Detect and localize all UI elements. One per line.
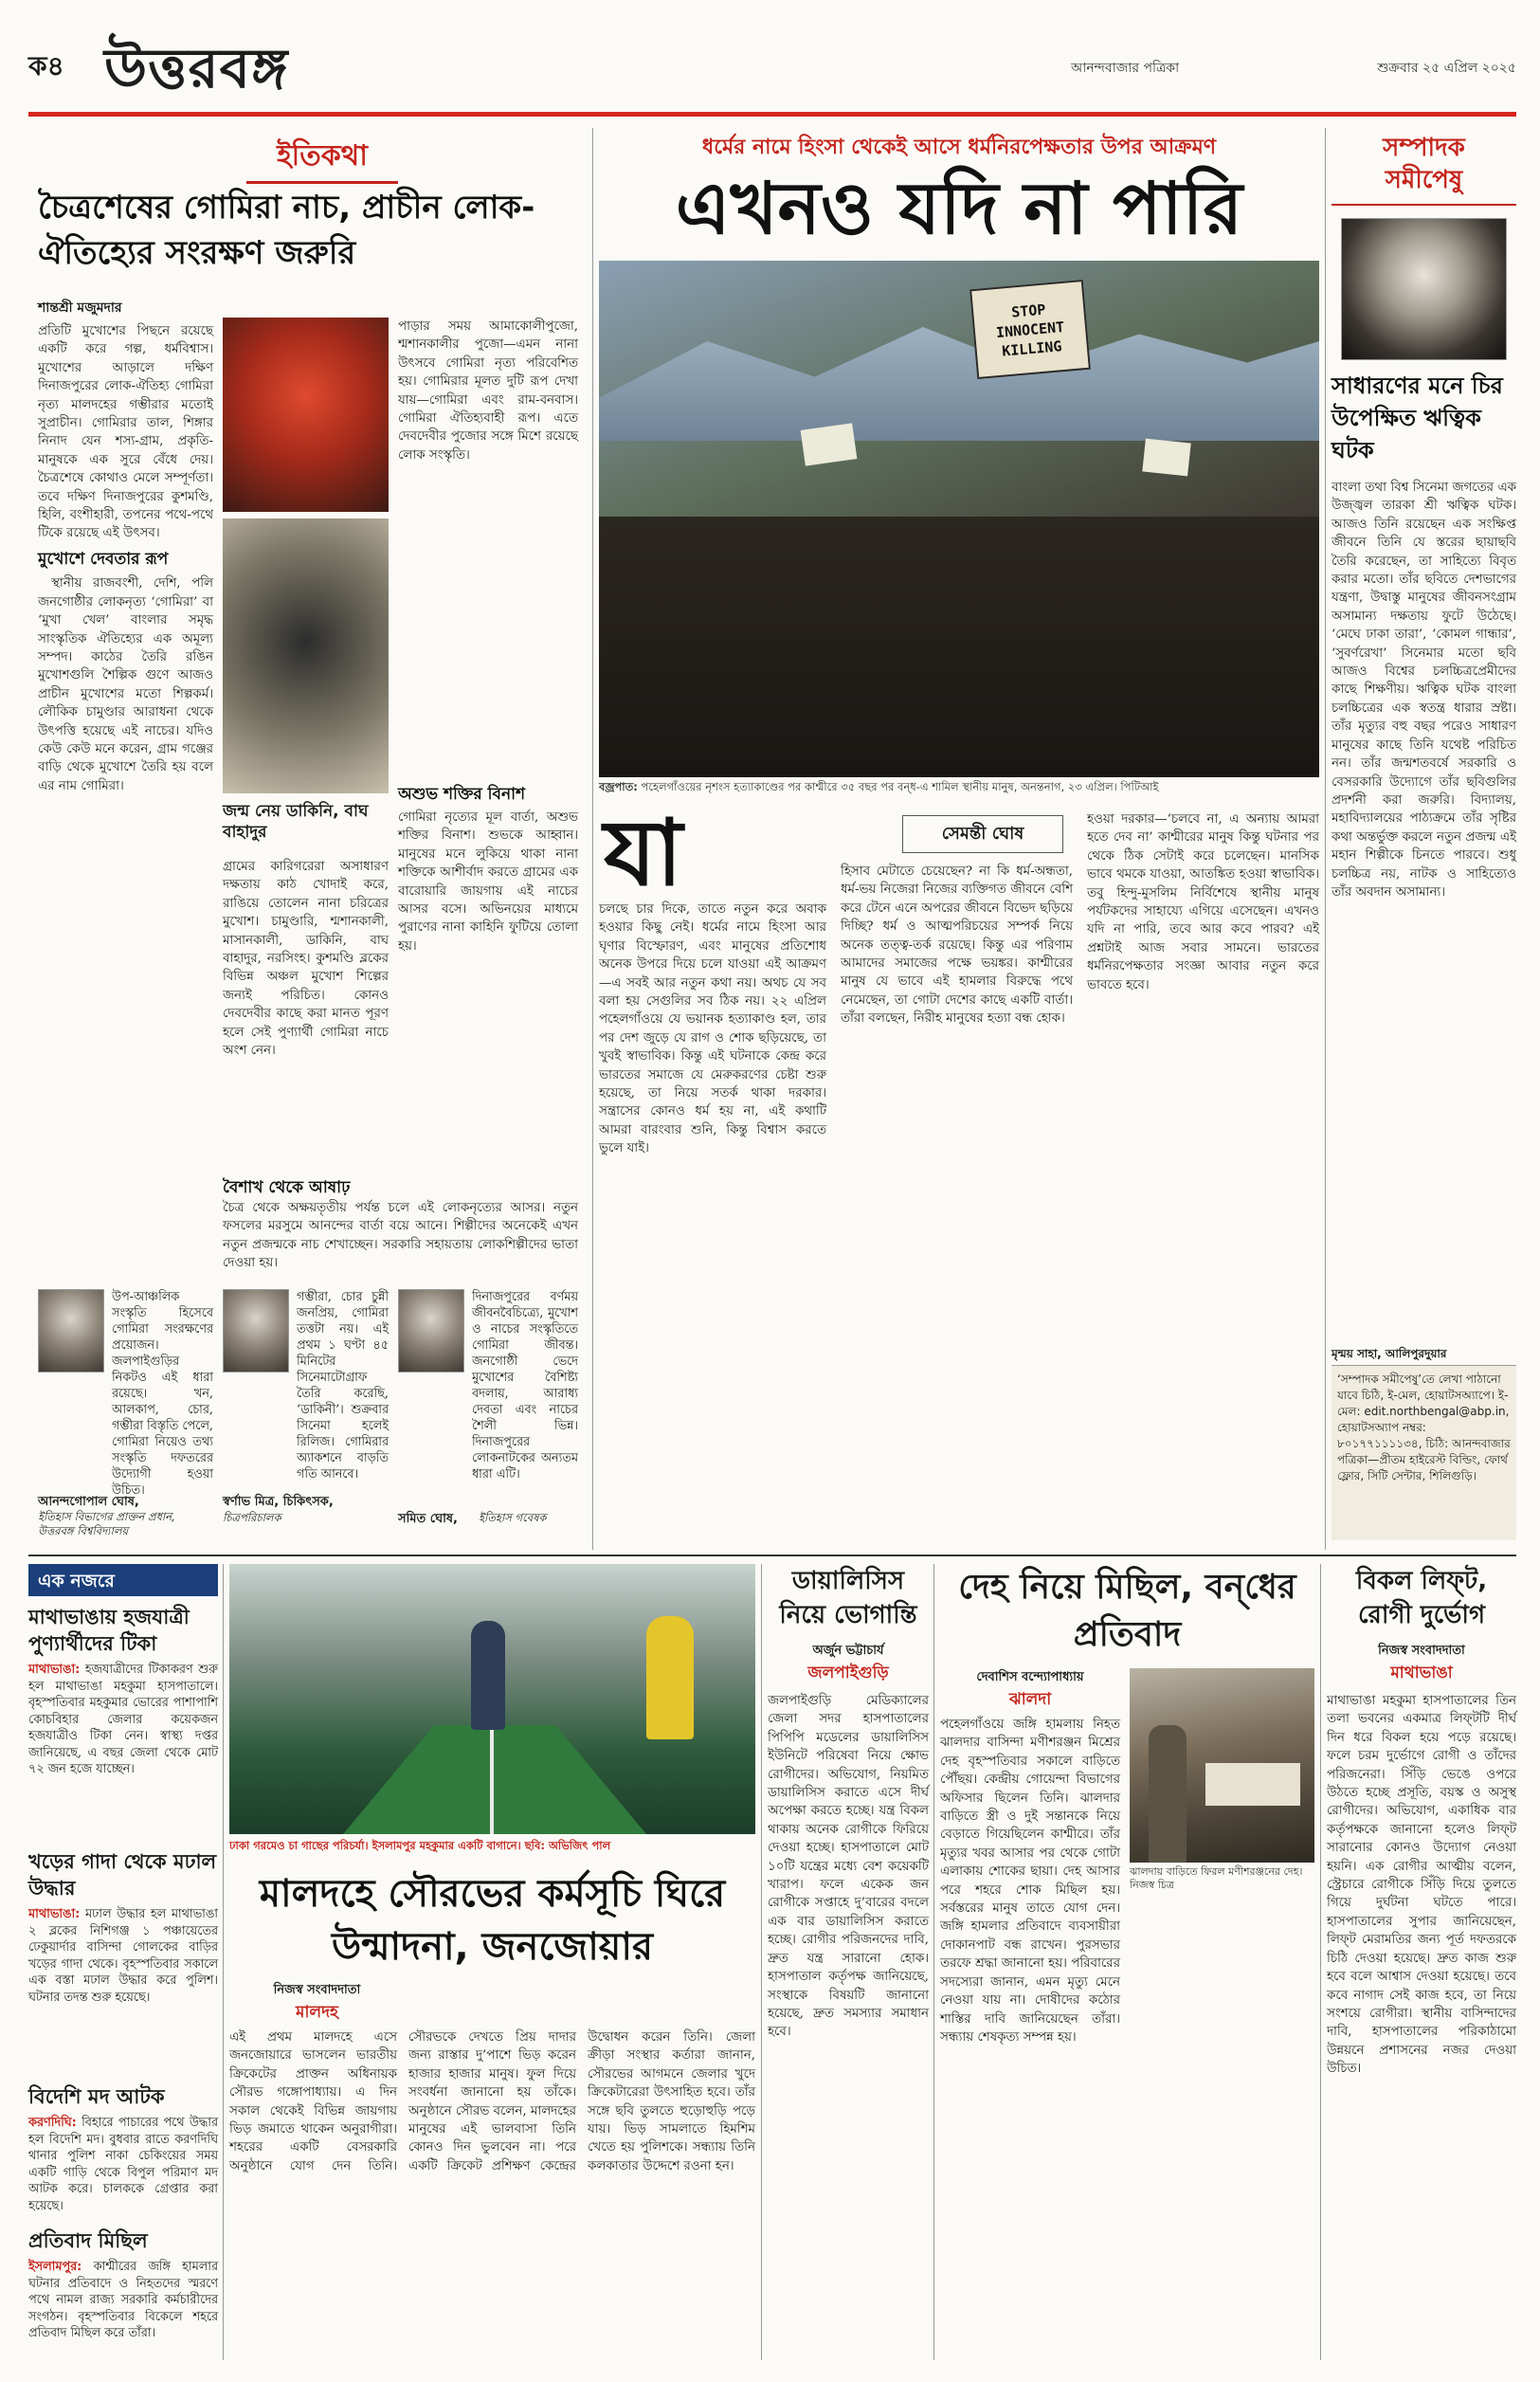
mountain-silhouette [599,299,1319,441]
deha-body-text: পহেলগাঁওয়ে জঙ্গি হামলায় নিহত ঝালদার বাসিন্দা মণীশরঞ্জন মিশ্রের দেহ বৃহস্পতিবার সকালে বাড়িতে পৌঁছয়। কেন্দ্রীয় গোয়েন্দা বিভাগের অফিসার ছিলেন তিনি। ঝালদার বাড়িতে স্ত্রী ও দুই সন্তানকে নিয়ে বেড়াতে গিয়েছিলেন কাশ্মীরে। তাঁর মৃত্যুর খবর আসার পর থেকে গোটা এলাকায় শোকের ছায়া। দেহ আসার পরে শহরে শোক মিছিল হয়। সর্বস্তরের মানুষ তাতে যোগ দেন। জঙ্গি হামলার প্রতিবাদে ব্যবসায়ীরা দোকানপাট বন্ধ রাখেন। পুরসভার তরফে শ্রদ্ধা জানানো হয়। পরিবারের সদস্যেরা জানান, এমন মৃত্যু মেনে নেওয়া যায় না। দোষীদের কঠোর শাস্তির দাবি জানিয়েছেন তাঁরা। সন্ধ্যায় শেষকৃত্য সম্পন্ন হয়। [940,1718,1120,2045]
lead-dropcap: যা [604,800,683,906]
deha-funeral-photo [1130,1668,1314,1863]
najare-item-2-body [28,1906,218,2006]
paper-name: আনন্দবাজার পত্রিকা [1071,61,1180,76]
itikotha-headline: চৈত্রশেষের গোমিরা নাচ, প্রাচীন লোক-ঐতিহ্যের সংরক্ষণ জরুরি [38,189,535,272]
najare-item-1 [28,1604,218,1841]
divider-right [1325,128,1326,1550]
editor-kicker-1: সম্পাদক [1383,134,1465,162]
dialysis-body-text: জলপাইগুড়ি মেডিক্যালের জেলা সদর হাসপাতালের পিপিপি মডেলের ডায়ালিসিস ইউনিটে পরিষেবা নিয়ে ক্ষোভ রোগীদের। অভিযোগ, নিয়মিত ডায়ালিসিস করাতে এসে দীর্ঘ অপেক্ষা করতে হচ্ছে। যন্ত্র বিকল থাকায় অনেক রোগীকে ফিরিয়ে দেওয়া হচ্ছে। হাসপাতালে মোট ১০টি যন্ত্রের মধ্যে বেশ কয়েকটি খারাপ। ফলে একেক জন রোগীকে সপ্তাহে দু’বারের বদলে এক বার ডায়ালিসিস করাতে হচ্ছে। রোগীর পরিজনদের দাবি, দ্রুত যন্ত্র সারানো হোক। হাসপাতাল কর্তৃপক্ষ জানিয়েছে, সংস্থাকে বিষয়টি জানানো হয়েছে, দ্রুত সমস্যার সমাধান হবে। [768,1694,929,2040]
photo-caption-dakini: জন্ম নেয় ডাকিনি, বাঘ বাহাদুর [223,802,369,842]
editor-notice [1332,1365,1516,1540]
itikotha-body3: গ্রামের কারিগরেরা অসাধারণ দক্ষতায় কাঠ খোদাই করে, রাঙিয়ে তোলেন নানা চরিত্রের মুখোশ। চামুণ্ডারি, শ্মশানকালী, মাসানকালী, ডাকিনি, বাঘ বাহাদুর, নরসিংহ। কুশমণ্ডি ব্লকের বিভিন্ন অঞ্চল মুখোশ শিল্পের জন্যই পরিচিত। কোনও দেবদেবীর কাছে করা মানত পূরণ হলে সেই পুণ্যার্থী গোমিরা নাচে অংশ নেন। [223,860,389,1059]
itikotha-col2-end [223,1199,578,1280]
player-sourav [471,1621,505,1730]
itikotha-col2-text: পাড়ার সময় আমাকোলীপুজো, শ্মশানকালীর পুজো—এমন নানা উৎসবে গোমিরা নৃত্য পরিবেশিত হয়। গোমিরার মূলত দুটি রূপ দেখা যায়—গোমিরা এবং রাম-বনবাস। গোমিরা ঐতিহ্যবাহী রূপ। এতে দেবদেবীর পুজোর সঙ্গে মিশে রয়েছে লোক সংস্কৃতি। [398,319,578,463]
najare-item-3 [28,2083,218,2221]
pitch-mat [343,1725,646,1834]
itikotha-sub1: মুখোশে দেবতার রূপ [38,549,169,569]
page-mid-rule [28,1555,1516,1556]
najare-item-1-text: হজযাত্রীদের টিকাকরণ শুরু হল মাথাভাঙা মহকুমা হাসপাতালে। বৃহস্পতিবার মহকুমার ভোরের পাশাপাশি কোচবিহার জেলার কয়েকজন হজযাত্রীও টিকা নেন। স্বাস্থ্য দপ্তর জানিয়েছে, এ বছর জেলা থেকে মোট ৭২ জন হজে যাচ্ছেন। [28,1663,218,1776]
quote-3-role: ইতিহাস গবেষক [479,1511,547,1524]
lead-caption-text: পহেলগাঁওয়ের নৃশংস হত্যাকাণ্ডের পর কাশ্মীরে ৩৫ বছর পর বন্‌ধ-এ শামিল স্থানীয় মানুষ, অনন্তনাগ, ২৩ এপ্রিল। পিটিআই [641,780,1159,793]
itikotha-sub2: অশুভ শক্তির বিনাশ [398,785,526,804]
gomira-mask-photo [223,318,389,512]
sourav-place: মালদহ [296,2003,338,2022]
quote-1-role: ইতিহাস বিভাগের প্রাক্তন প্রধান, উত্তরবঙ্গ বিশ্ববিদ্যালয় [38,1510,175,1537]
editor-section [1332,128,1516,1550]
lead-byline-box [902,815,1063,853]
bikal-section [1327,1564,1516,2360]
sourav-body-text: এই প্রথম মালদহে এসে জনজোয়ারে ভাসলেন ভারতীয় ক্রিকেটের প্রাক্তন অধিনায়ক সৌরভ গঙ্গোপাধ্যায়। এ দিন সকাল থেকেই বিভিন্ন জায়গায় ভিড় জমাতে থাকেন অনুরাগীরা। শহরের একটি বেসরকারি অনুষ্ঠানে যোগ দেন তিনি। সৌরভকে দেখতে প্রিয় দাদার জন্য রাস্তার দু’পাশে ভিড় করেন হাজার হাজার মানুষ। ফুল দিয়ে সংবর্ধনা জানানো হয় তাঁকে। অনুষ্ঠানে সৌরভ বলেন, মালদহের মানুষের এই ভালবাসা তিনি কোনও দিন ভুলবেন না। পরে একটি ক্রিকেট প্রশিক্ষণ কেন্দ্রের উদ্বোধন করেন তিনি। জেলা ক্রীড়া সংস্থার কর্তারা জানান, সৌরভের আগমনে জেলার খুদে ক্রিকেটারেরা উৎসাহিত হবে। তাঁর সঙ্গে ছবি তুলতে হুড়োহুড়ি পড়ে যায়। ভিড় সামলাতে হিমশিম খেতে হয় পুলিশকে। সন্ধ্যায় তিনি কলকাতার উদ্দেশে রওনা হন। [229,2030,755,2173]
sourav-byline: নিজস্ব সংবাদদাতা [273,1983,361,1997]
bikal-body [1327,1692,1516,2355]
dialysis-body [768,1692,929,2355]
masthead [0,0,1540,123]
sourav-cricket-photo [229,1564,755,1834]
editor-notice-text: ‘সম্পাদক সমীপেষু’তে লেখা পাঠানো যাবে চিঠি, ই-মেল, হোয়াটসঅ্যাপে। ই-মেল: edit.northbengal@abp.in, হোয়াটসঅ্যাপ নম্বর: ৮০১৭৭১১১১৩৪, চিঠি: আনন্দবাজার পত্রিকা—প্রীতম হাইরেস্ট বিল্ডিং, ফোর্থ ফ্লোর, সিটি সেন্টার, শিলিগুড়ি। [1337,1373,1511,1482]
itikotha-col2-top [398,318,578,773]
itikotha-col2-bottom [223,858,389,1171]
sourav-photo-caption: ঢাকা গরমেও চা গাছের পরিচর্যা। ইসলামপুর মহকুমার একটি বাগানে। ছবি: অভিজিৎ পাল [229,1839,611,1852]
najare-item-4-place: ইসলামপুর: [28,2260,82,2274]
dialysis-byline: অর্জুন ভট্টাচার্য [812,1644,884,1658]
itikotha-body2: স্থানীয় রাজবংশী, দেশি, পলি জনগোষ্ঠীর লোকনৃত্য ‘গোমিরা’ বা ‘মুখা খেল’ বাংলার সমৃদ্ধ সাংস্কৃতিক ঐতিহ্যের এক অমূল্য সম্পদ। কাঠের তৈরি রঙিন মুখোশগুলি শৈল্পিক গুণে আজও প্রাচীন মুখোশের মতো শিল্পকর্ম। লৌকিক চামুণ্ডার আরাধনা থেকে উৎপত্তি হয়েছে এই নাচের। যদিও কেউ কেউ মনে করেন, গ্রাম গঞ্জের বাড়ি থেকে মুখোশে তৈরি হয় বলে এর নাম গোমিরা। [38,576,213,793]
divider-bottom-3 [933,1564,934,2360]
itikotha-kicker: ইতিকথা [246,133,398,184]
portrait-anandagopal [38,1289,104,1373]
lead-caption-label: বজ্রপাত: [599,780,638,793]
editor-headline: সাধারণের মনে চির উপেক্ষিত ঋত্বিক ঘটক [1332,373,1503,464]
quote-2-text: গম্ভীরা, চোর চুন্নী জনপ্রিয়, গোমিরা তত্তটা নয়। এই প্রথম ১ ঘণ্টা ৪৫ মিনিটের সিনেমাটোগ্রাফ তৈরি করেছি, ‘ডাকিনী’। শুক্রবার সিনেমা হলেই রিলিজ। গোমিরার অ্যাকশনে বাড়তি গতি আনবে। [297,1290,389,1482]
itikotha-body1: প্রতিটি মুখোশের পিছনে রয়েছে একটি করে গল্প, ধর্মবিশ্বাস। মুখোশের আড়ালে দক্ষিণ দিনাজপুরের লোক-ঐতিহ্য গোমিরা নৃত্য মালদহের গম্ভীরার মতোই সুপ্রাচীন। গোমিরার তাল, শিঙ্গার নিনাদ যেন শস্য-গ্রাম, প্রকৃতি-মানুষকে এক সুরে বেঁধে দেয়। চৈত্রশেষে কোথাও মেলে সম্পূর্ণতা। তবে দক্ষিণ দিনাজপুরের কুশমণ্ডি, হিলি, বংশীহারী, তপনের পথে-পথে টিকে রয়েছে এই উৎসব। [38,324,213,541]
najare-item-2-place: মাথাভাঙা: [28,1907,81,1921]
najare-item-2-head: খড়ের গাদা থেকে মঢাল উদ্ধার [28,1850,217,1900]
divider-bottom-4 [1320,1564,1321,2360]
dialysis-section [768,1564,929,2360]
quote-block-1 [38,1289,213,1545]
player-yellow [646,1616,694,1739]
ek-najare-kicker: এক নজরে [28,1564,218,1596]
section-title: উত্তরবঙ্গ [104,36,289,100]
najare-item-3-text: বিহারে পাচারের পথে উদ্ধার হল বিদেশি মদ। বুধবার রাতে করণদিঘি থানার পুলিশ নাকা চেকিংয়ের সময় একটি গাড়ি থেকে বিপুল পরিমাণ মদ আটক করে। চালককে গ্রেপ্তার করা হয়েছে। [28,2116,218,2213]
deha-body [940,1716,1120,2355]
lead-col1-top [694,813,826,897]
ek-najare-section [28,1564,218,2360]
page-number: ক৪ [28,50,64,82]
quote-2-role: চিত্রপরিচালক [223,1511,281,1524]
lead-photo-caption [599,780,1319,794]
najare-item-4 [28,2227,218,2360]
ritwik-portrait [1341,218,1507,360]
itikotha-col3 [398,809,578,1254]
lead-protest-photo [599,261,1319,777]
sourav-body [229,2028,755,2355]
portrait-swarnava [223,1289,289,1373]
lead-col2 [841,863,1073,1545]
sourav-section [229,1564,755,2360]
deha-section [940,1564,1314,2360]
quote-1-name: আনন্দগোপাল ঘোষ, [38,1495,139,1509]
deha-headline: দেহ নিয়ে মিছিল, বন্‌ধের প্রতিবাদ [958,1568,1296,1654]
bikal-byline: নিজস্ব সংবাদদাতা [1378,1644,1465,1658]
itikotha-col1 [38,322,213,1498]
kali-performer-photo [223,518,389,793]
bikal-place: মাথাভাঙা [1390,1664,1453,1682]
quote-block-2 [223,1289,389,1545]
bikal-headline: বিকল লিফ্‌ট, রোগী দুর্ভোগ [1355,1567,1488,1629]
editor-body-text: বাংলা তথা বিশ্ব সিনেমা জগতের এক উজ্জ্বল তারকা শ্রী ঋত্বিক ঘটক। আজও তিনি রয়েছেন এক সংক্ষিপ্ত জীবনে তিনি যে স্তরের ছায়াছবি তৈরি করেছেন, তা সাহিত্যে বিবৃত করার মতো। তাঁর ছবিতে দেশভাগের যন্ত্রণা, উদ্বাস্তু মানুষের জীবনসংগ্রাম অসামান্য দক্ষতায় ফুটে উঠেছে। ‘মেঘে ঢাকা তারা’, ‘কোমল গান্ধার’, ‘সুবর্ণরেখা’ সিনেমার মতো ছবি আজও বিশ্বের চলচ্চিত্রপ্রেমীদের কাছে শিক্ষণীয়। ঋত্বিক ঘটক বাংলা চলচ্চিত্রের এক স্বতন্ত্র ধারার স্রষ্টা। তাঁর মৃত্যুর বহু বছর পরেও সাধারণ মানুষের কাছে তিনি যথেষ্ট পরিচিত নন। তাঁর জন্মশতবর্ষে সরকারি ও বেসরকারি উদ্যোগে তাঁর ছবিগুলির প্রদর্শনী করা জরুরি। বিদ্যালয়, মহাবিদ্যালয়ের পাঠ্যক্রমে তাঁর সৃষ্টির কথা অন্তর্ভুক্ত করলে নতুন প্রজন্ম এই মহান শিল্পীকে চিনতে পারবে। শুধু চলচ্চিত্র নয়, নাটক ও সাহিত্যেও তাঁর অবদান অসামান্য। [1332,481,1516,900]
divider-left [592,128,593,1550]
placard-small-2 [1142,439,1190,477]
najare-item-1-body [28,1662,218,1778]
quote-2-name: স্বর্ণাভ মিত্র, চিকিৎসক, [223,1495,334,1509]
quote-3-name: সমিত ঘোষ, [398,1512,458,1526]
najare-item-3-place: করণদিঘি: [28,2116,77,2130]
lead-byline: সেমন্তী ঘোষ [941,823,1024,844]
editor-kicker-2: সমীপেষু [1385,166,1463,194]
najare-item-3-head: বিদেশি মদ আটক [28,2085,165,2108]
deha-byline: দেবাশিস বন্দ্যোপাধ্যায় [976,1670,1084,1684]
lead-col3-text: হওয়া দরকার—‘চলবে না, এ অন্যায় আমরা হতে দেব না’ কাশ্মীরের মানুষ কিন্তু ঘটনার পর থেকে ঠিক সেটাই করে চলেছেন। মানসিক ভাবে থমকে যাওয়া, আতঙ্কিত হওয়া স্বাভাবিক। তবু হিন্দু-মুসলিম নির্বিশেষে স্থানীয় মানুষ পর্যটকদের সাহায্যে এগিয়ে এসেছেন। এখনও যদি না পারি, তবে আর কবে পারব? এই প্রশ্নটাই আজ সবার সামনে। ভারতের ধর্মনিরপেক্ষতার সংজ্ঞা আবার নতুন করে ভাবতে হবে। [1087,812,1319,992]
lead-col2-text: হিসাব মেটাতে চেয়েছেন? না কি ধর্ম-অন্ধতা, ধর্ম-ভয় নিজেরা নিজের ব্যক্তিগত জীবনে বেশি করে টেনে এনে অপরের জীবনে বিভেদ ছড়িয়ে দিচ্ছি? ধর্ম ও আত্মপরিচয়ের সম্পর্ক নিয়ে অনেক তত্ত্ব-তর্ক রয়েছে। কিন্তু এর পরিণাম আমাদের সমাজের পক্ষে ভয়ঙ্কর। কাশ্মীরের মানুষ যে ভাবে এই হামলার বিরুদ্ধে পথে নেমেছেন, তা গোটা দেশের কাছে একটি বার্তা। তাঁরা বলছেন, নিরীহ মানুষের হত্যা বন্ধ হোক। [841,864,1073,1027]
issue-date: শুক্রবার ২৫ এপ্রিল ২০২৫ [1377,61,1516,76]
placard-small-1 [801,423,858,465]
najare-item-1-place: মাথাভাঙা: [28,1663,81,1677]
dialysis-place: জলপাইগুড়ি [807,1664,889,1682]
divider-bottom-2 [761,1564,762,2360]
protest-placard [969,280,1091,379]
najare-item-2 [28,1848,218,2076]
itikotha-body5: চৈত্র থেকে অক্ষয়তৃতীয় পর্যন্ত চলে এই লোকনৃত্যের আসর। নতুন ফসলের মরসুমে আনন্দের বার্তা বয়ে আনে। শিল্পীদের অনেকেই এখন নতুন প্রজন্মকে নাচ শেখাচ্ছেন। সরকারি সহায়তায় লোকশিল্পীদের ভাতা দেওয়া হয়। [223,1201,578,1271]
lead-kicker: ধর্মের নামে হিংসা থেকেই আসে ধর্মনিরপেক্ষতার উপর আক্রমণ [701,136,1217,159]
itikotha-section [28,128,588,1550]
lead-section [599,123,1319,1555]
placard-text: STOP INNOCENT KILLING [995,300,1065,360]
quote-1-text: উপ-আঞ্চলিক সংস্কৃতি হিসেবে গোমিরা সংরক্ষণের প্রয়োজন। জলপাইগুড়ির নিকটও এই ধারা রয়েছে। খন, আলকাপ, চোর, গম্ভীরা বিস্তৃতি পেলে, গোমিরা নিয়েও তথ্য সংস্কৃতি দফতরের উদ্যোগী হওয়া উচিত। [112,1290,213,1498]
quote-3-text: দিনাজপুরের বর্ণময় জীবনবৈচিত্র্যে, মুখোশ ও নাচের সংস্কৃতিতে গোমিরা জীবন্ত। জনগোষ্ঠী ভেদে মুখোশের বৈশিষ্ট্য বদলায়, আরাধ্য দেবতা এবং নাচের শৈলী ভিন্ন। দিনাজপুরের লোকনাটকের অন্যতম ধারা এটি। [472,1290,578,1482]
crowd-band [599,517,1319,777]
coffin [1205,1763,1300,1806]
divider-bottom-1 [223,1564,224,2360]
deha-photo-caption: ঝালদায় বাড়িতে ফিরল মণীশরঞ্জনের দেহ। নিজস্ব চিত্র [1130,1865,1303,1891]
editor-signature: মৃন্ময় সাহা, আলিপুরদুয়ার [1332,1347,1447,1360]
najare-item-3-body [28,2115,218,2214]
editor-body [1332,479,1516,1336]
lead-col3 [1087,810,1319,1545]
lead-headline: এখনও যদি না পারি [675,166,1243,250]
deha-place: ঝালদা [1008,1690,1052,1709]
pitch-line [490,1725,494,1834]
lead-col1 [599,900,826,1545]
quote-1-text-cont [38,1376,213,1490]
lead-col1-text: চলছে চার দিকে, তাতে নতুন করে অবাক হওয়ার কিছু নেই। ধর্মের নামে হিংসা আর ঘৃণার বিস্ফোরণ, এবং মানুষের প্রতিশোধ অনেক উপরে দিয়ে চলে যাওয়া এই আক্রমণ—এ সবই আর নতুন কথা নয়। অথচ যে সব বলা হয় সেগুলির সব ঠিক নয়। ২২ এপ্রিল পহেলগাঁওয়ে যে ভয়ানক হত্যাকাণ্ড হল, তার পর দেশ জুড়ে যে রাগ ও শোক ছড়িয়েছে, তা খুবই স্বাভাবিক। কিন্তু এই ঘটনাকে কেন্দ্র করে ভারতের সমাজে যে মেরুকরণের চেষ্টা শুরু হয়েছে, তা নিয়ে সতর্ক থাকা দরকার। সন্ত্রাসের কোনও ধর্ম হয় না, এই কথাটি আমরা বারংবার শুনি, কিন্তু বিশ্বাস করতে ভুলে যাই। [599,902,826,1156]
police-figure [1149,1725,1187,1863]
dialysis-headline: ডায়ালিসিস নিয়ে ভোগান্তি [779,1567,917,1629]
najare-item-4-body [28,2259,218,2342]
najare-item-1-head: মাথাভাঙায় হজযাত্রী পুণ্যার্থীদের টিকা [28,1606,190,1655]
itikotha-sub3: বৈশাখ থেকে আষাঢ় [223,1178,351,1197]
portrait-samit [398,1289,464,1373]
itikotha-byline: শান্তশ্রী মজুমদার [38,300,122,316]
deha-body-col2 [1130,1896,1314,2355]
masthead-rule [28,112,1516,117]
najare-item-4-text: কাশ্মীরের জঙ্গি হামলার ঘটনার প্রতিবাদে ও নিহতদের স্মরণে পথে নামল রাজ্য সরকারি কর্মচারীদের সংগঠন। বৃহস্পতিবার বিকেলে শহরে প্রতিবাদ মিছিল করে তাঁরা। [28,2260,218,2340]
itikotha-body4: গোমিরা নৃত্যের মূল বার্তা, অশুভ শক্তির বিনাশ। শুভকে আহ্বান। মানুষের মনে লুকিয়ে থাকা নানা শক্তিকে আশীর্বাদ করতে গ্রামের এক বারোয়ারি জায়গায় এই নাচের আসর বসে। অভিনয়ের মাধ্যমে পুরাণের নানা কাহিনি ফুটিয়ে তোলা হয়। [398,810,578,954]
editor-kicker-rule [1332,204,1516,206]
sourav-headline: মালদহে সৌরভের কর্মসূচি ঘিরে উন্মাদনা, জনজোয়ার [259,1872,726,1969]
bikal-body-text: মাথাভাঙা মহকুমা হাসপাতালের তিন তলা ভবনের একমাত্র লিফ্‌টটি দীর্ঘ দিন ধরে বিকল হয়ে পড়ে রয়েছে। ফলে চরম দুর্ভোগে রোগী ও তাঁদের পরিজনেরা। সিঁড়ি ভেঙে ওপরে উঠতে হচ্ছে প্রসূতি, বয়স্ক ও অসুস্থ রোগীদের। অভিযোগ, একাধিক বার কর্তৃপক্ষকে জানানো হলেও লিফ্‌ট সারানোর কোনও উদ্যোগ নেওয়া হয়নি। এক রোগীর আত্মীয় বলেন, স্ট্রেচারে রোগীকে সিঁড়ি দিয়ে তুলতে গিয়ে দুর্ঘটনা ঘটতে পারে। হাসপাতালের সুপার জানিয়েছেন, লিফ্‌ট মেরামতির জন্য পূর্ত দফতরকে চিঠি দেওয়া হয়েছে। দ্রুত কাজ শুরু হবে বলে আশ্বাস দেওয়া হয়েছে। তবে কবে নাগাদ সেই কাজ হবে, তা নিয়ে সংশয়ে রোগীরা। স্থানীয় বাসিন্দাদের দাবি, হাসপাতালের পরিকাঠামো উন্নয়নে প্রশাসনের নজর দেওয়া উচিত। [1327,1694,1516,2077]
najare-item-4-head: প্রতিবাদ মিছিল [28,2229,148,2252]
quote-block-3 [398,1289,578,1545]
najare-item-2-text: মঢাল উদ্ধার হল মাথাভাঙা ২ ব্লকের নিশিগঞ্জ ১ পঞ্চায়েতের ঢেকুয়ার্দার বাসিন্দা গোলকের বাড়ির খড়ের গাদা থেকে। বৃহস্পতিবার সকালে এক বস্তা মঢাল উদ্ধার করে পুলিশ। ঘটনার তদন্ত শুরু হয়েছে। [28,1907,218,2005]
